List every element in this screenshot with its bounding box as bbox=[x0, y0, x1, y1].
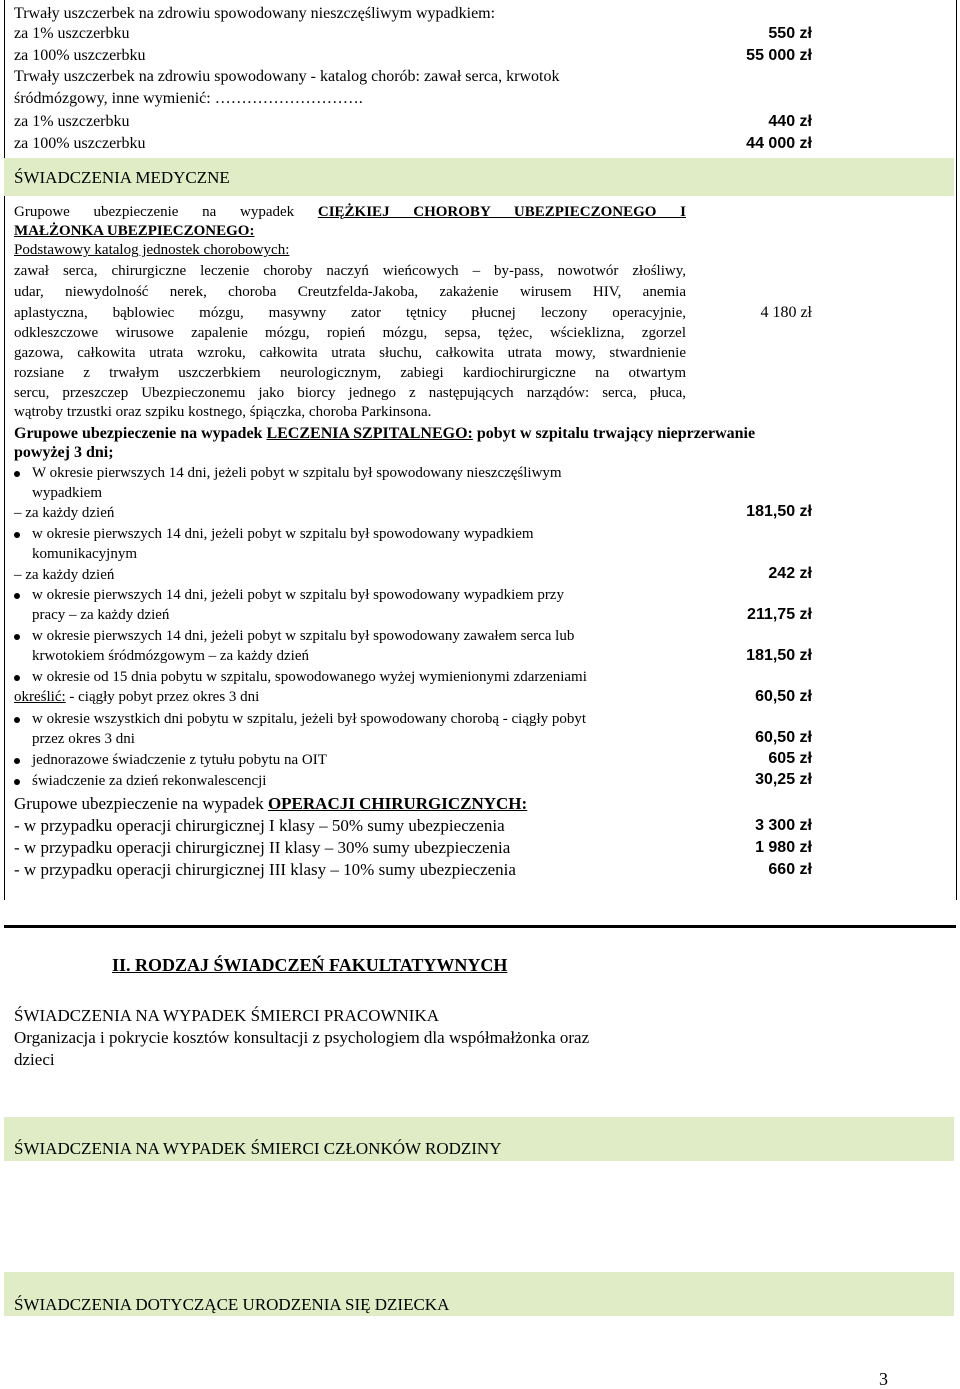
ci-prefix: Grupowe ubezpieczenie na wypadek bbox=[14, 204, 295, 220]
hosp-title: LECZENIA SZPITALNEGO: bbox=[266, 425, 473, 442]
h2-line-a: w okresie pierwszych 14 dni, jeżeli pobyt w szpitalu był spowodowany wypadkiem bbox=[32, 526, 534, 542]
op2-amount: 1 980 zł bbox=[755, 839, 812, 856]
uszczerbek-100-amount: 55 000 zł bbox=[746, 47, 812, 64]
h7-amount: 605 zł bbox=[768, 750, 812, 767]
ci-line-0: zawał serca, chirurgiczne leczenie choroby naczyń wieńcowych – by-pass, nowotwór złośliwy, bbox=[14, 263, 686, 279]
h4-line-a: w okresie pierwszych 14 dni, jeżeli pobyt w szpitalu był spowodowany zawałem serca lub bbox=[32, 628, 575, 644]
uszczerbek-100-label: za 100% uszczerbku bbox=[14, 47, 146, 64]
katalog-100-amount: 44 000 zł bbox=[746, 135, 812, 152]
h2-line-c: – za każdy dzień bbox=[14, 567, 115, 583]
uszczerbek-1-amount: 550 zł bbox=[768, 25, 812, 42]
bullet-icon bbox=[14, 758, 20, 764]
h5-amount: 60,50 zł bbox=[755, 688, 812, 705]
bullet-icon bbox=[14, 471, 20, 477]
h3-amount: 211,75 zł bbox=[747, 606, 812, 623]
death-employee-desc-a: Organizacja i pokrycie kosztów konsultacji z psychologiem dla współmałżonka oraz bbox=[14, 1028, 590, 1047]
op1-line: - w przypadku operacji chirurgicznej I klasy – 50% sumy ubezpieczenia bbox=[14, 816, 505, 835]
hosp-title-line bbox=[14, 424, 755, 444]
ci-title-line bbox=[14, 203, 686, 222]
ci-title-a: CIĘŻKIEJ CHOROBY UBEZPIECZONEGO I bbox=[317, 204, 686, 220]
op-prefix: Grupowe ubezpieczenie na wypadek bbox=[14, 794, 264, 813]
h8-amount: 30,25 zł bbox=[755, 771, 812, 788]
section-bottom-rule bbox=[4, 925, 956, 928]
ci-line-2: aplastyczna, bąblowiec mózgu, masywny zator tętnicy płucnej leczony operacyjnie, bbox=[14, 305, 686, 321]
ci-line-3: odkleszczowe wirusowe zapalenie mózgu, ropień mózgu, sepsa, tężec, wścieklizna, zgorzel bbox=[14, 325, 686, 341]
birth-heading: ŚWIADCZENIA DOTYCZĄCE URODZENIA SIĘ DZIECKA bbox=[14, 1295, 450, 1314]
death-employee-desc-b: dzieci bbox=[14, 1050, 55, 1069]
katalog-1-label: za 1% uszczerbku bbox=[14, 113, 130, 130]
h1-line-a: W okresie pierwszych 14 dni, jeżeli pobyt w szpitalu był spowodowany nieszczęśliwym bbox=[32, 465, 562, 481]
bullet-icon bbox=[14, 675, 20, 681]
ci-line-5: rozsiane z trwałym uszczerbkiem neurologicznym, zabiegi kardiochirurgiczne na otwartym bbox=[14, 365, 686, 381]
bullet-icon bbox=[14, 717, 20, 723]
h5-text: - ciągły pobyt przez okres 3 dni bbox=[65, 689, 260, 705]
op2-line: - w przypadku operacji chirurgicznej II klasy – 30% sumy ubezpieczenia bbox=[14, 838, 511, 857]
srodmozgowy-line: śródmózgowy, inne wymienić: ………………………. bbox=[14, 90, 363, 107]
ci-title-b: MAŁŻONKA UBEZPIECZONEGO: bbox=[14, 223, 255, 239]
katalog-100-label: za 100% uszczerbku bbox=[14, 135, 146, 152]
hosp-prefix: Grupowe ubezpieczenie na wypadek bbox=[14, 425, 263, 442]
death-employee-heading: ŚWIADCZENIA NA WYPADEK ŚMIERCI PRACOWNIKA bbox=[14, 1006, 440, 1025]
hosp-line2: powyżej 3 dni; bbox=[14, 444, 114, 461]
ci-amount: 4 180 zł bbox=[760, 304, 812, 321]
uszczerbek-1-label: za 1% uszczerbku bbox=[14, 25, 130, 42]
h6-line-a: w okresie wszystkich dni pobytu w szpitalu, jeżeli był spowodowany chorobą - ciągły pobyt bbox=[32, 711, 587, 727]
h5-okreslic: określić: bbox=[14, 689, 66, 705]
h2-amount: 242 zł bbox=[768, 565, 812, 582]
trwaly-uszczerbek-line: Trwały uszczerbek na zdrowiu spowodowany nieszczęśliwym wypadkiem: bbox=[14, 5, 496, 22]
h1-line-b: wypadkiem bbox=[32, 485, 102, 501]
page-number: 3 bbox=[879, 1369, 888, 1389]
h5-line-a: w okresie od 15 dnia pobytu w szpitalu, spowodowanego wyżej wymienionymi zdarzeniami bbox=[32, 669, 587, 685]
bullet-icon bbox=[14, 779, 20, 785]
op1-amount: 3 300 zł bbox=[755, 817, 812, 834]
ci-catalog: Podstawowy katalog jednostek chorobowych: bbox=[14, 242, 290, 258]
death-family-heading: ŚWIADCZENIA NA WYPADEK ŚMIERCI CZŁONKÓW RODZINY bbox=[14, 1139, 502, 1158]
hosp-suffix: pobyt w szpitalu trwający nieprzerwanie bbox=[476, 425, 756, 442]
h7-line: jednorazowe świadczenie z tytułu pobytu na OIT bbox=[32, 752, 327, 768]
h1-amount: 181,50 zł bbox=[746, 503, 812, 520]
h4-line-b: krwotokiem śródmózgowym – za każdy dzień bbox=[32, 648, 310, 664]
h1-line-c: – za każdy dzień bbox=[14, 505, 115, 521]
op-title: OPERACJI CHIRURGICZNYCH: bbox=[267, 794, 528, 813]
h6-amount: 60,50 zł bbox=[755, 729, 812, 746]
h5-line-b bbox=[14, 688, 259, 707]
h6-line-b: przez okres 3 dni bbox=[32, 731, 135, 747]
op3-line: - w przypadku operacji chirurgicznej III klasy – 10% sumy ubezpieczenia bbox=[14, 860, 516, 879]
ci-line-6: sercu, przeszczep Ubezpieczonemu jako biorcy jednego z następujących narządów: serca, płuca, bbox=[14, 385, 686, 401]
op-title-line bbox=[14, 794, 527, 814]
bullet-icon bbox=[14, 532, 20, 538]
h4-amount: 181,50 zł bbox=[746, 647, 812, 664]
ci-line-7: wątroby trzustki oraz szpiku kostnego, śpiączka, choroba Parkinsona. bbox=[14, 404, 432, 420]
left-border bbox=[4, 0, 5, 900]
bullet-icon bbox=[14, 593, 20, 599]
h2-line-b: komunikacyjnym bbox=[32, 546, 137, 562]
op3-amount: 660 zł bbox=[768, 861, 812, 878]
katalog-1-amount: 440 zł bbox=[768, 113, 812, 130]
h8-line: świadczenie za dzień rekonwalescencji bbox=[32, 773, 267, 789]
ci-line-4: gazowa, całkowita utrata wzroku, całkowita utrata słuchu, całkowita utrata mowy, stwardnienie bbox=[14, 345, 686, 361]
h3-line-b: pracy – za każdy dzień bbox=[32, 607, 170, 623]
katalog-chorob-line: Trwały uszczerbek na zdrowiu spowodowany - katalog chorób: zawał serca, krwotok bbox=[14, 68, 560, 85]
ci-line-1: udar, niewydolność nerek, choroba Creutzfelda-Jakoba, zakażenie wirusem HIV, anemia bbox=[14, 284, 686, 300]
medical-heading: ŚWIADCZENIA MEDYCZNE bbox=[14, 168, 230, 187]
optional-heading: II. RODZAJ ŚWIADCZEŃ FAKULTATYWNYCH bbox=[112, 955, 508, 975]
h3-line-a: w okresie pierwszych 14 dni, jeżeli pobyt w szpitalu był spowodowany wypadkiem przy bbox=[32, 587, 564, 603]
bullet-icon bbox=[14, 634, 20, 640]
right-border bbox=[956, 0, 957, 900]
